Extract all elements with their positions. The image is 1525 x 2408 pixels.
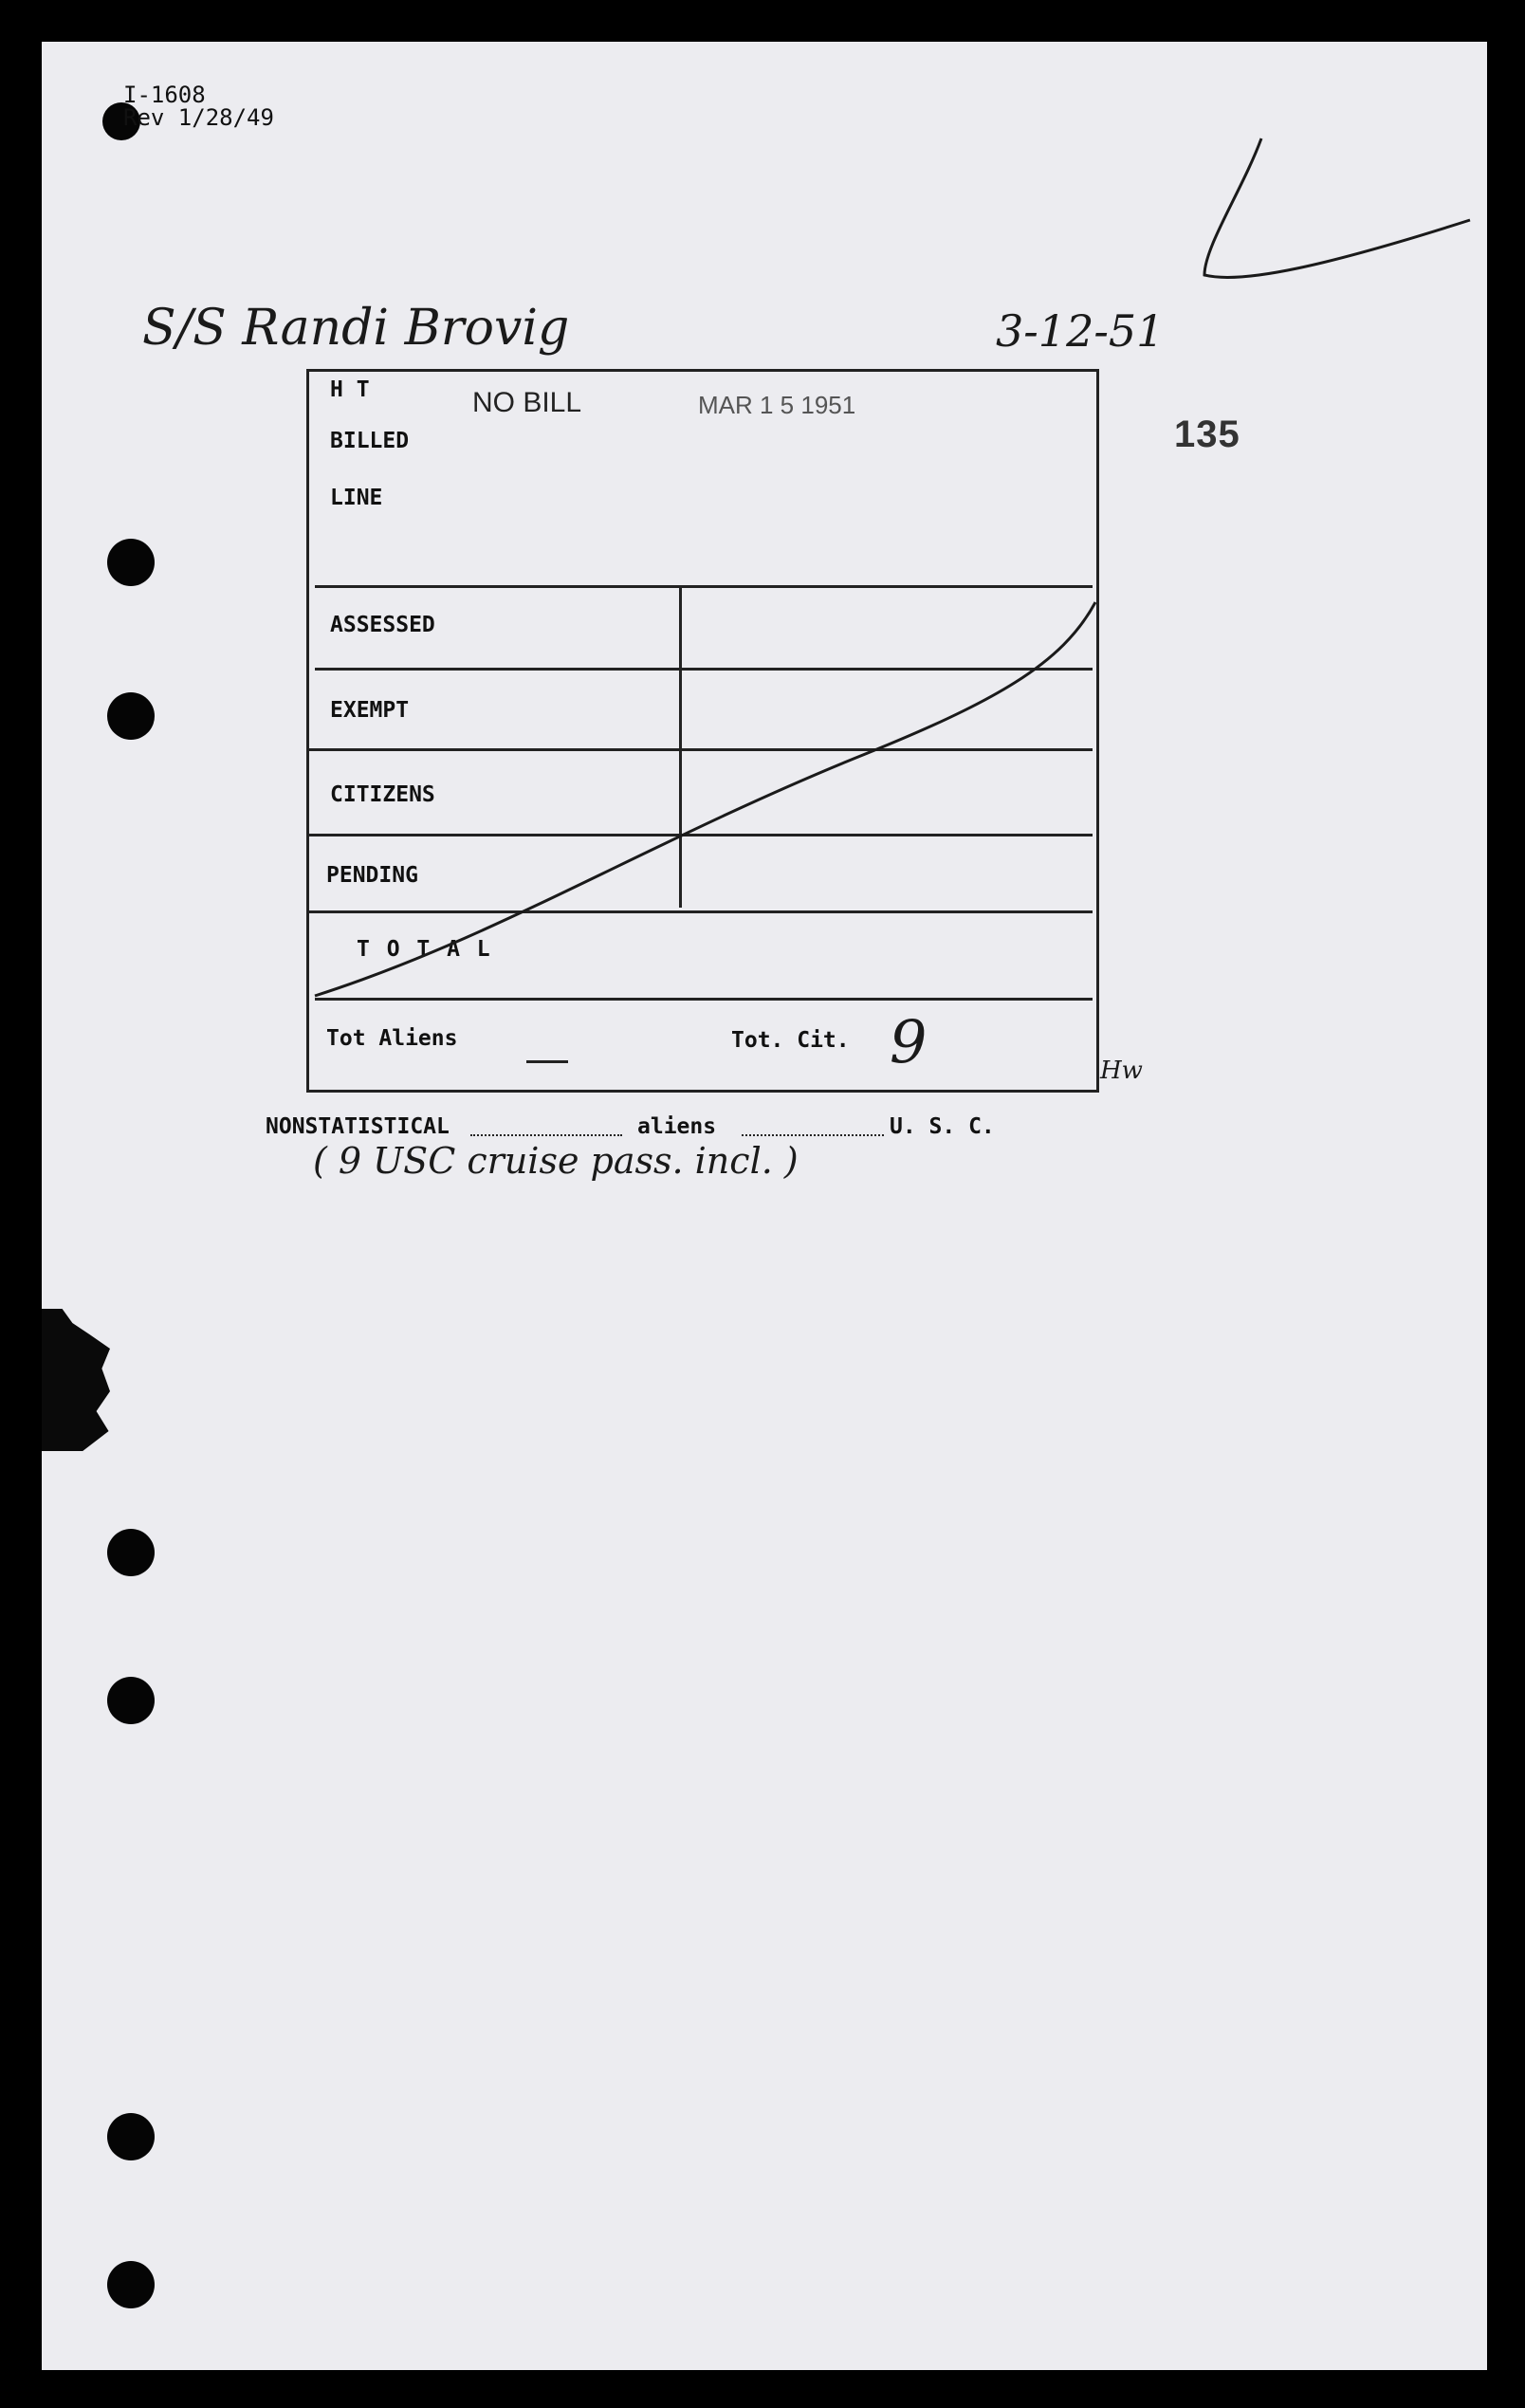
form-revision: Rev 1/28/49: [123, 104, 274, 131]
ht-label: H T: [330, 377, 370, 402]
row-label-pending: PENDING: [326, 863, 418, 888]
row-label-assessed: ASSESSED: [330, 613, 435, 637]
aliens-blank: [470, 1134, 622, 1136]
date-stamp: MAR 1 5 1951: [698, 391, 856, 419]
handwritten-note: ( 9 USC cruise pass. incl. ): [313, 1140, 799, 1182]
no-bill-stamp: NO BILL: [472, 387, 582, 418]
tot-aliens-label: Tot Aliens: [326, 1026, 458, 1051]
billed-label: BILLED: [330, 429, 410, 453]
nonstatistical-label: NONSTATISTICAL: [266, 1114, 450, 1139]
vessel-date: 3-12-51: [996, 305, 1165, 357]
stamp-number: 135: [1174, 414, 1240, 455]
total-label: T O T A L: [357, 937, 492, 962]
vessel-name: S/S Randi Brovig: [142, 300, 570, 357]
tot-cit-label: Tot. Cit.: [731, 1028, 850, 1053]
initials: Hw: [1100, 1057, 1143, 1085]
row-label-citizens: CITIZENS: [330, 782, 435, 807]
aliens-label: aliens: [637, 1114, 717, 1139]
tot-cit-value: 9: [890, 1007, 928, 1076]
usc-blank: [742, 1134, 884, 1136]
usc-label: U. S. C.: [890, 1114, 995, 1139]
line-label: LINE: [330, 486, 383, 510]
form-number: I-1608: [123, 82, 206, 108]
row-label-exempt: EXEMPT: [330, 698, 410, 723]
